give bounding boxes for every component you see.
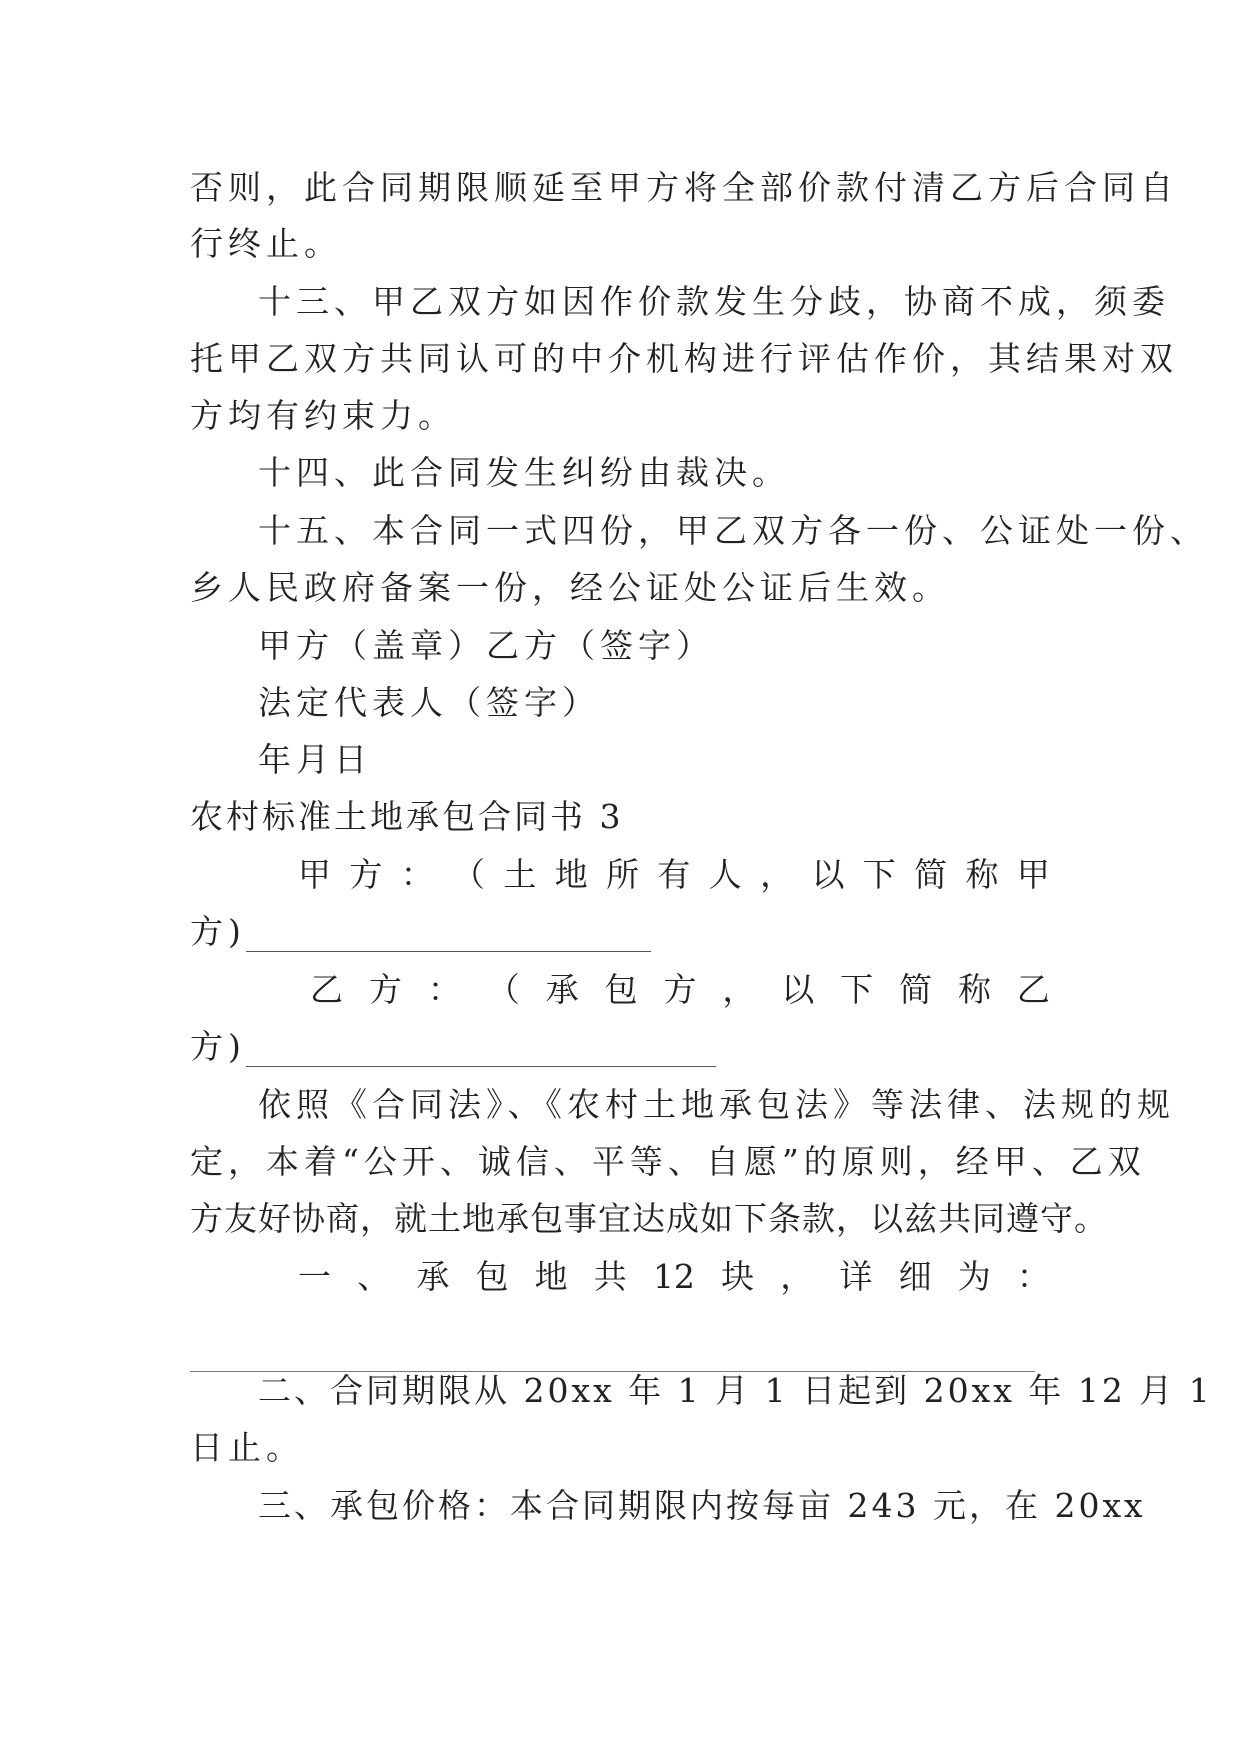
spread-char: 为 (957, 1257, 991, 1296)
party-a-blank-line (190, 912, 1050, 952)
paragraph-line: 行终止。 (190, 224, 342, 263)
spread-char: 包 (604, 970, 638, 1009)
clause-2-line: 二、合同期限从 20xx 年 1 月 1 日起到 20xx 年 12 月 1 (258, 1371, 1213, 1410)
spread-char: 简 (899, 970, 933, 1009)
signature-parties: 甲方（盖章）乙方（签字） (258, 626, 714, 665)
spread-char: 有 (657, 855, 691, 894)
spread-char: 详 (839, 1257, 873, 1296)
spread-char: ， (780, 1257, 814, 1296)
preamble-line: 依照《合同法》、《农村土地承包法》等法律、法规的规 (258, 1085, 1175, 1124)
spread-char: 共 (593, 1257, 627, 1296)
spread-char: 一 (298, 1257, 331, 1296)
spread-char: 细 (898, 1257, 932, 1296)
spread-char: 称 (965, 855, 999, 894)
spread-char: 所 (606, 855, 640, 894)
spread-char: （ (452, 855, 486, 894)
clause-14-line: 十四、此合同发生纠纷由裁决。 (258, 453, 790, 492)
spread-char: 块 (721, 1257, 755, 1296)
party-b-blank-line (190, 1027, 1050, 1067)
paragraph-line: 否则，此合同期限顺延至甲方将全部价款付清乙方后合同自 (190, 168, 1178, 207)
spread-char: 乙 (310, 970, 343, 1009)
signature-date: 年月日 (258, 740, 372, 779)
spread-char: 简 (914, 855, 948, 894)
spread-char: 、 (357, 1257, 391, 1296)
paragraph-line: 乡人民政府备案一份，经公证处公证后生效。 (190, 568, 950, 607)
spread-char: 方 (663, 970, 697, 1009)
section-title: 农村标准土地承包合同书 3 (190, 797, 624, 836)
spread-char: ， (760, 855, 794, 894)
spread-char: 甲 (1016, 855, 1050, 894)
paragraph-line: 方友好协商，就土地承包事宜达成如下条款，以兹共同遵守。 (190, 1199, 1108, 1238)
spread-char: 称 (957, 970, 991, 1009)
paragraph-line: 托甲乙双方共同认可的中介机构进行评估作价，其结果对双 (190, 339, 1178, 378)
spread-char: 土 (503, 855, 537, 894)
party-a-blank (246, 921, 651, 952)
paragraph-line: 方均有约束力。 (190, 396, 456, 435)
party-b-line (310, 970, 1050, 1010)
clause-3-line: 三、承包价格：本合同期限内按每亩 243 元，在 20xx (258, 1486, 1146, 1525)
spread-char: 12 (652, 1257, 695, 1296)
spread-char: 甲 (298, 855, 331, 894)
spread-char: 承 (545, 970, 579, 1009)
spread-char: ， (722, 970, 756, 1009)
clause-13-line: 十三、甲乙双方如因作价款发生分歧，协商不成，须委 (258, 282, 1170, 321)
party-b-blank (246, 1036, 716, 1067)
spread-char: ： (427, 970, 461, 1009)
spread-char: 下 (840, 970, 874, 1009)
party-a-label-end: 方) (190, 912, 246, 951)
spread-char: 承 (416, 1257, 450, 1296)
spread-char: 以 (781, 970, 815, 1009)
party-b-label-end: 方) (190, 1027, 246, 1066)
spread-char: 方 (349, 855, 383, 894)
spread-char: ： (1016, 1257, 1050, 1296)
spread-char: 以 (811, 855, 845, 894)
item-one-line (298, 1257, 1050, 1297)
signature-representative: 法定代表人（签字） (258, 683, 600, 722)
spread-char: 地 (534, 1257, 568, 1296)
party-a-line (298, 855, 1050, 895)
spread-char: 地 (554, 855, 588, 894)
spread-char: ： (400, 855, 434, 894)
spread-char: 乙 (1016, 970, 1050, 1009)
spread-char: （ (486, 970, 520, 1009)
clause-15-line: 十五、本合同一式四份，甲乙双方各一份、公证处一份、 (258, 511, 1208, 550)
spread-char: 包 (475, 1257, 509, 1296)
paragraph-line: 定，本着“公开、诚信、平等、自愿”的原则，经甲、乙双 (190, 1142, 1146, 1181)
spread-char: 人 (708, 855, 742, 894)
paragraph-line: 日止。 (190, 1428, 304, 1467)
spread-char: 方 (368, 970, 402, 1009)
spread-char: 下 (862, 855, 896, 894)
